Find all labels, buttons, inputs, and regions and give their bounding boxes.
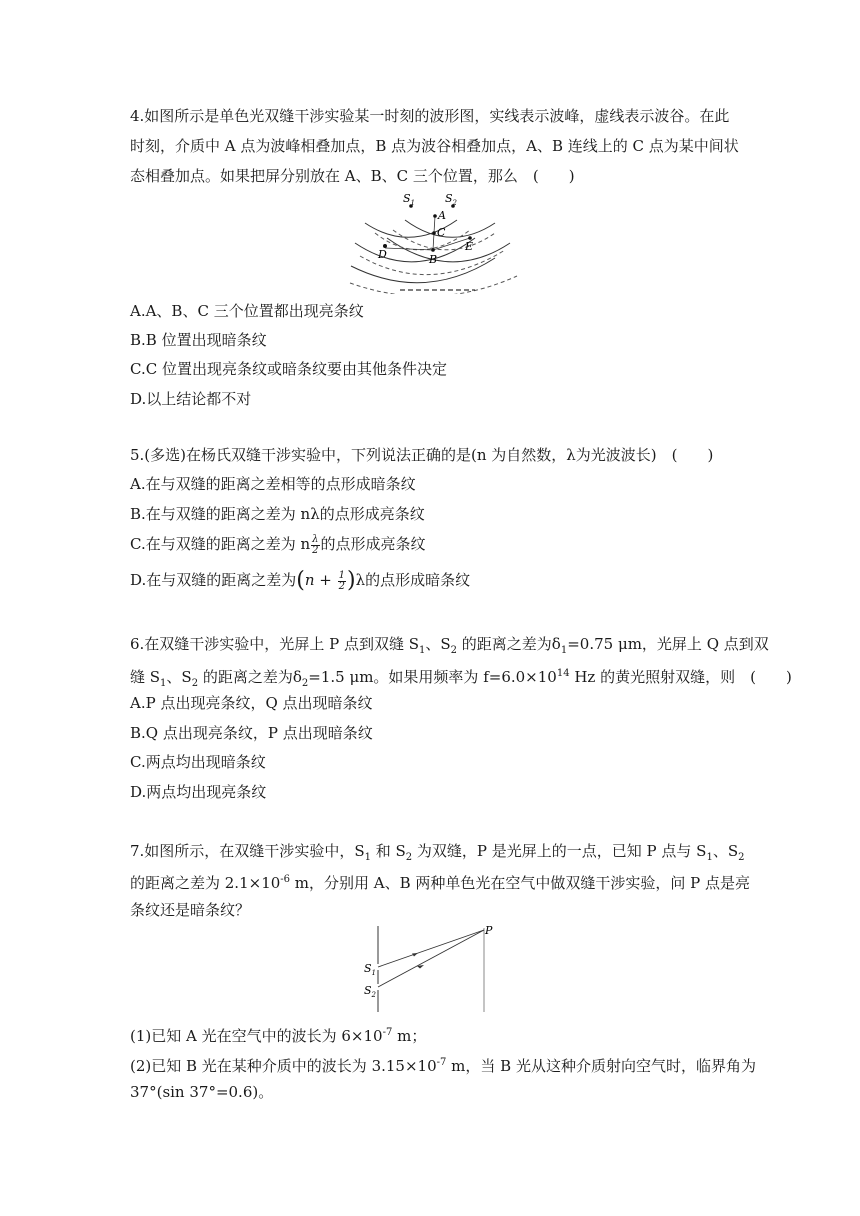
label-s1: $S_1$: [403, 192, 416, 207]
label-s1: $S_1$: [364, 962, 377, 977]
q7-part-2-line-1: (2)已知 B 光在某种介质中的波长为 $3.15\times 10^{-7}$ m，当 B 光从这种介质射向空气时，临界角为: [130, 1057, 756, 1075]
label-d: D: [378, 248, 387, 261]
q7-part-2-line-2: 37°(sin 37°=0.6)。: [130, 1083, 274, 1101]
q5-option-d-text-post: λ的点形成暗条纹: [355, 571, 471, 589]
q7-stem-line-1: 7.如图所示，在双缝干涉实验中，$S_1$ 和 $S_2$ 为双缝，P 是光屏上的一点，已知 P 点与 $S_1$、$S_2$: [130, 842, 745, 863]
q5-option-c: [130, 534, 426, 556]
label-c: C: [437, 226, 446, 239]
label-b: B: [429, 253, 438, 266]
q6-stem-line-2: 缝 $S_1$、$S_2$ 的距离之差为$\delta_2=1.5$ μm。如果用频率为 $f=6.0\times 10^{14}$ Hz 的黄光照射双缝，则 ( ): [130, 668, 792, 689]
q5-option-a: A.在与双缝的距离之差相等的点形成暗条纹: [130, 475, 416, 493]
q5-option-d-text-pre: D.在与双缝的距离之差为: [130, 571, 297, 589]
q4-stem-line-1: 4.如图所示是单色光双缝干涉实验某一时刻的波形图，实线表示波峰，虚线表示波谷。在此: [130, 107, 730, 125]
q7-part-1: (1)已知 A 光在空气中的波长为 $6\times 10^{-7}$ m；: [130, 1027, 427, 1045]
label-s2: $S_2$: [364, 984, 377, 999]
q4-option-d: D.以上结论都不对: [130, 390, 252, 408]
q4-stem-line-3: 态相叠加点。如果把屏分别放在 A、B、C 三个位置，那么 ( ): [130, 167, 575, 185]
q4-stem-line-2: 时刻，介质中 A 点为波峰相叠加点，B 点为波谷相叠加点，A、B 连线上的 C 点为某中间状: [130, 137, 739, 155]
q4-option-c: C.C 位置出现亮条纹或暗条纹要由其他条件决定: [130, 360, 447, 378]
q6-option-b: B.Q 点出现亮条纹，P 点出现暗条纹: [130, 724, 373, 742]
q5-option-d: D.在与双缝的距离之差为(n + $\frac{1}{2}$ )λ的点形成暗条纹: [130, 568, 471, 593]
fraction-lambda-over-2: $\frac{\lambda}{2}$: [312, 533, 319, 556]
q6-option-d: D.两点均出现亮条纹: [130, 783, 267, 801]
q7-stem-line-3: 条纹还是暗条纹？: [130, 901, 251, 919]
label-p: P: [485, 924, 493, 937]
q4-wave-interference-figure: [345, 188, 525, 294]
q4-option-b: B.B 位置出现暗条纹: [130, 331, 267, 349]
q5-option-c-text-post: 的点形成亮条纹: [320, 535, 426, 553]
q4-option-a: A.A、B、C 三个位置都出现亮条纹: [130, 302, 364, 320]
q7-stem-line-2: 的距离之差为 $2.1\times 10^{-6}$ m，分别用 A、B 两种单色光在空气中做双缝干涉实验，问 P 点是亮: [130, 874, 751, 892]
q7-double-slit-figure: [360, 924, 500, 1014]
q5-stem: 5.(多选)在杨氏双缝干涉实验中，下列说法正确的是(n 为自然数，λ为光波波长) ( ): [130, 446, 714, 464]
q6-option-a: A.P 点出现亮条纹，Q 点出现暗条纹: [130, 694, 373, 712]
q6-stem-line-1: 6.在双缝干涉实验中，光屏上 P 点到双缝 $S_1$、$S_2$ 的距离之差为$\delta_1=0.75$ μm，光屏上 Q 点到双: [130, 635, 769, 656]
q6-option-c: C.两点均出现暗条纹: [130, 753, 266, 771]
q5-option-c-text-pre: C.在与双缝的距离之差为 n: [130, 535, 311, 553]
label-a: A: [438, 209, 446, 222]
label-e: E: [465, 240, 474, 253]
q5-option-b: B.在与双缝的距离之差为 nλ的点形成亮条纹: [130, 505, 425, 523]
label-s2: $S_2$: [445, 192, 458, 207]
fraction-one-half: $\frac{1}{2}$: [338, 569, 346, 592]
